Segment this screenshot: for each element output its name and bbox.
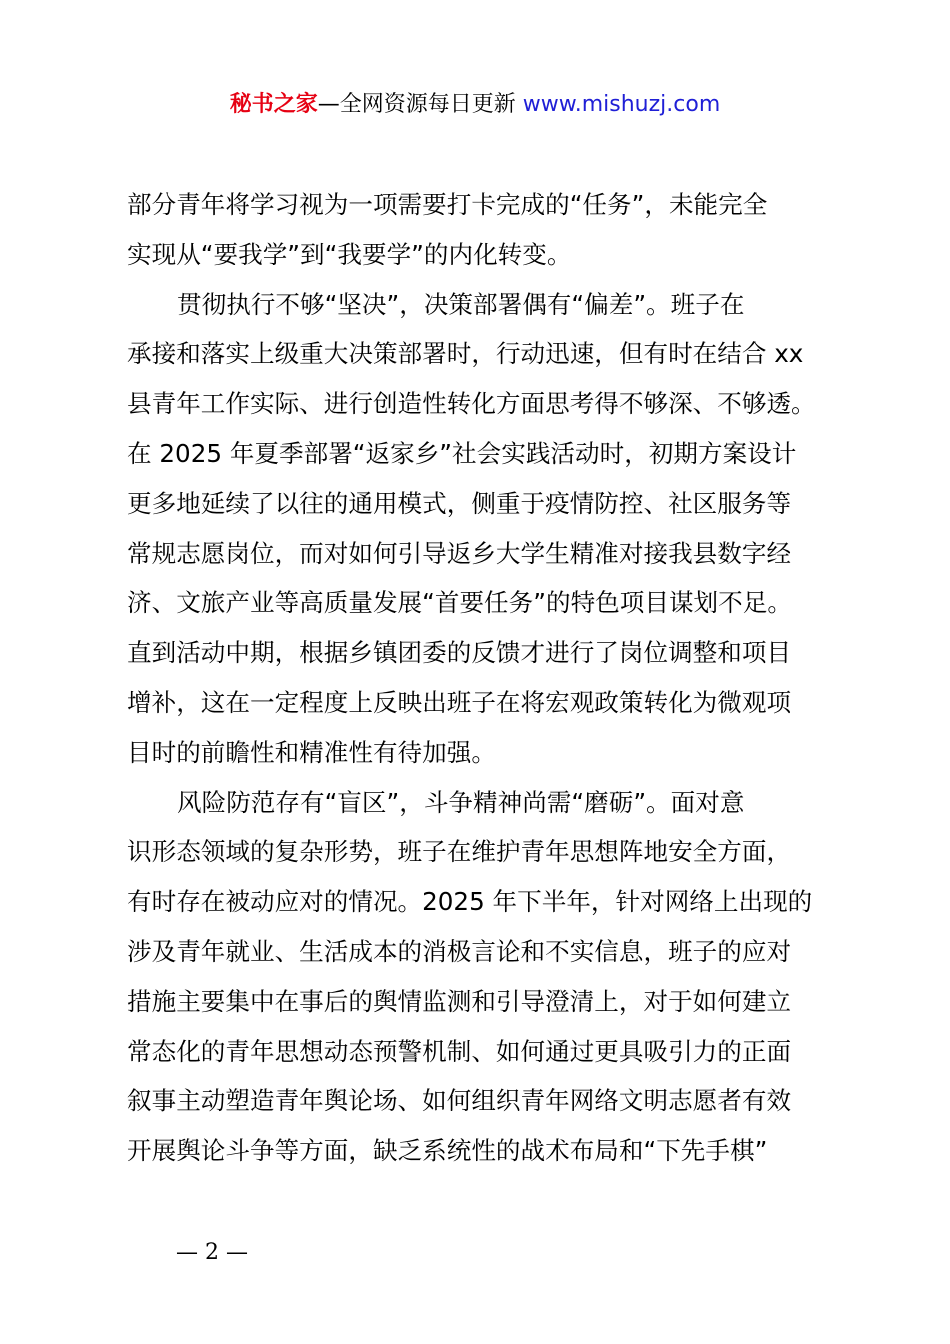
document-body — [127, 180, 833, 1176]
text-line: 济、文旅产业等高质量发展“首要任务”的特色项目谋划不足。 — [127, 588, 792, 618]
text-line: 叙事主动塑造青年舆论场、如何组织青年网络文明志愿者有效 — [127, 1086, 792, 1116]
text-line: 增补，这在一定程度上反映出班子在将宏观政策转化为微观项 — [127, 687, 792, 717]
site-tagline: —全网资源每日更新 — [317, 92, 516, 117]
text-line: 目时的前瞻性和精准性有待加强。 — [127, 737, 496, 767]
text-line: 常态化的青年思想动态预警机制、如何通过更具吸引力的正面 — [127, 1036, 792, 1066]
text-line: 有时存在被动应对的情况。2025 年下半年，针对网络上出现的 — [127, 887, 813, 917]
text-line: 识形态领域的复杂形势，班子在维护青年思想阵地安全方面， — [127, 837, 792, 867]
text-line: 在 2025 年夏季部署“返家乡”社会实践活动时，初期方案设计 — [127, 438, 797, 468]
page-number: — 2 — — [176, 1240, 248, 1265]
paragraph-start-line: 风险防范存有“盲区”，斗争精神尚需“磨砺”。面对意 — [177, 787, 745, 817]
text-line: 更多地延续了以往的通用模式，侧重于疫情防控、社区服务等 — [127, 488, 792, 518]
paragraph-start-line: 贯彻执行不够“坚决”，决策部署偶有“偏差”。班子在 — [177, 289, 745, 319]
text-line: 措施主要集中在事后的舆情监测和引导澄清上，对于如何建立 — [127, 986, 792, 1016]
text-line: 部分青年将学习视为一项需要打卡完成的“任务”，未能完全 — [127, 190, 768, 219]
text-line: 实现从“要我学”到“我要学”的内化转变。 — [127, 239, 572, 269]
text-line: 涉及青年就业、生活成本的消极言论和不实信息，班子的应对 — [127, 936, 792, 966]
text-line: 县青年工作实际、进行创造性转化方面思考得不够深、不够透。 — [127, 389, 816, 419]
text-line: 直到活动中期，根据乡镇团委的反馈才进行了岗位调整和项目 — [127, 638, 792, 668]
site-brand: 秘书之家 — [229, 92, 318, 117]
site-url-link[interactable]: www.mishuzj.com — [522, 92, 721, 117]
text-line: 常规志愿岗位，而对如何引导返乡大学生精准对接我县数字经 — [127, 538, 792, 568]
text-line: 承接和落实上级重大决策部署时，行动迅速，但有时在结合 xx — [127, 339, 804, 369]
site-header — [0, 86, 950, 124]
text-line: 开展舆论斗争等方面，缺乏系统性的战术布局和“下先手棋” — [127, 1136, 768, 1166]
